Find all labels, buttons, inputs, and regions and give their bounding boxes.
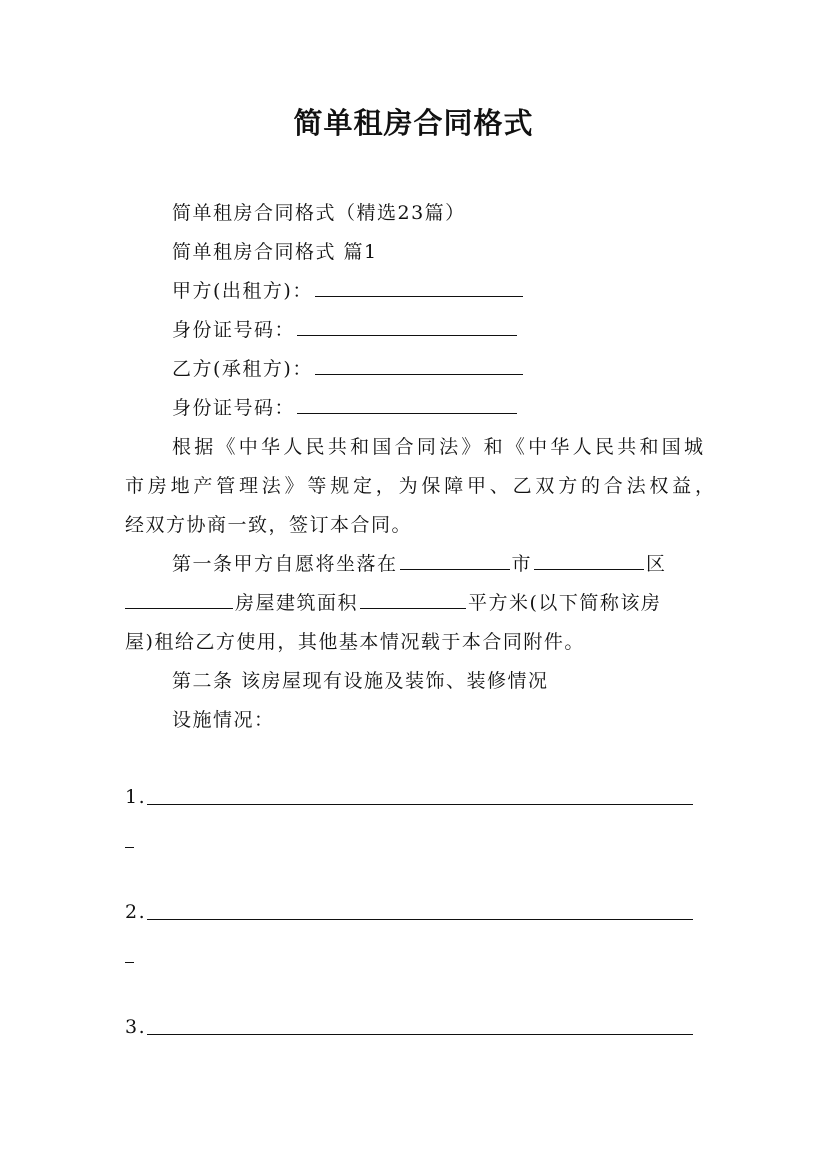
party-b-blank[interactable] — [315, 356, 523, 375]
article2: 第二条 该房屋现有设施及装饰、装修情况 — [172, 670, 549, 692]
para1-line1: 根据《中华人民共和国合同法》和《中华人民共和国城 — [172, 436, 705, 458]
area-blank[interactable] — [360, 590, 466, 609]
district-label: 区 — [646, 553, 667, 575]
article1-line1 — [172, 549, 667, 576]
item-blank-1[interactable] — [147, 803, 693, 805]
page-title: 简单租房合同格式 — [293, 106, 534, 140]
city-blank[interactable] — [534, 551, 644, 570]
area-label: 房屋建筑面积 — [235, 592, 359, 614]
item-blank-3[interactable] — [147, 1033, 693, 1035]
district-blank[interactable] — [125, 590, 233, 609]
id-b-blank[interactable] — [297, 395, 517, 414]
party-b-row — [172, 354, 525, 381]
location-blank[interactable] — [400, 551, 510, 570]
item-number-1: 1. — [125, 786, 147, 808]
article1-line3: 屋)租给乙方使用，其他基本情况载于本合同附件。 — [125, 631, 585, 653]
article1-line2 — [125, 588, 661, 615]
item-blank-2[interactable] — [147, 918, 693, 920]
party-b-label: 乙方(承租方)： — [172, 358, 313, 380]
item-number-3: 3. — [125, 1016, 147, 1038]
id-b-label: 身份证号码： — [172, 397, 296, 419]
id-a-row — [172, 315, 519, 342]
facilities-label: 设施情况： — [172, 709, 275, 731]
item-number-2: 2. — [125, 901, 147, 923]
party-a-label: 甲方(出租方)： — [172, 280, 313, 302]
id-b-row — [172, 393, 519, 420]
item-blank-1-cont — [125, 846, 134, 848]
para1-line3: 经双方协商一致，签订本合同。 — [125, 514, 413, 536]
para1-line2: 市房地产管理法》等规定，为保障甲、乙双方的合法权益， — [125, 475, 715, 497]
article1-text: 第一条甲方自愿将坐落在 — [172, 553, 398, 575]
section-heading: 简单租房合同格式 篇1 — [172, 241, 378, 263]
item-blank-2-cont — [125, 961, 134, 963]
party-a-blank[interactable] — [315, 278, 523, 297]
city-label: 市 — [511, 553, 533, 575]
area-unit: 平方米(以下简称该房 — [468, 592, 662, 614]
id-a-label: 身份证号码： — [172, 319, 296, 341]
id-a-blank[interactable] — [297, 317, 517, 336]
subtitle: 简单租房合同格式（精选23篇） — [172, 202, 466, 224]
party-a-row — [172, 276, 525, 303]
